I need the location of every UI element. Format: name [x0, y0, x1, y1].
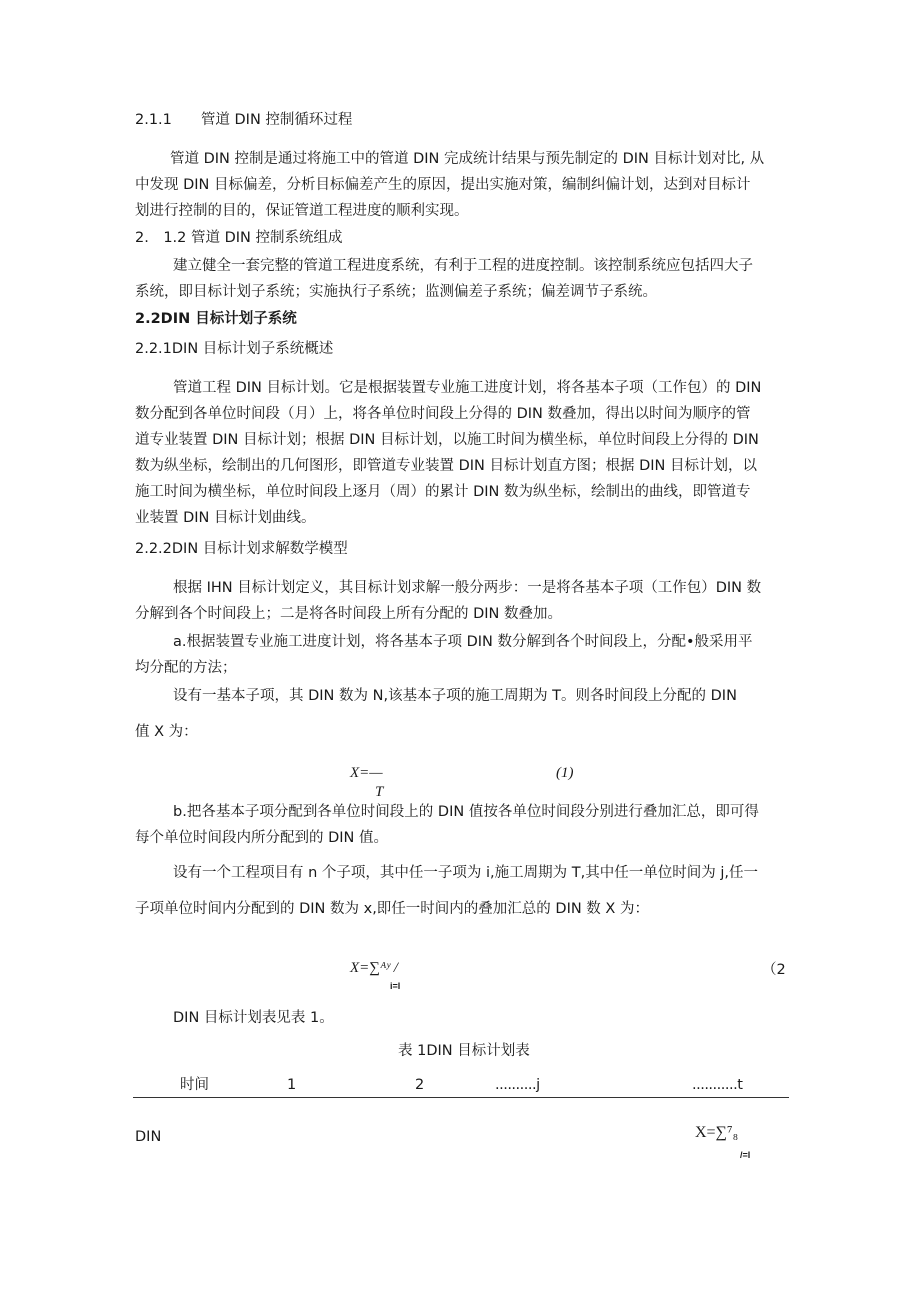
table-row-label: DIN — [135, 1129, 162, 1145]
paragraph-line: 业装置 DIN 目标计划曲线。 — [135, 510, 316, 526]
table-caption: 表 1DIN 目标计划表 — [398, 1043, 530, 1059]
equation-1-denominator: T — [375, 784, 384, 800]
paragraph-line: 值 X 为： — [135, 724, 198, 740]
table-header-cell: 2 — [415, 1077, 425, 1093]
section-heading-2-2: 2.2DIN 目标计划子系统 — [135, 311, 297, 327]
paragraph-line: 分解到各个时间段上；二是将各时间段上所有分配的 DIN 数叠加。 — [135, 606, 563, 622]
paragraph-line: 管道工程 DIN 目标计划。它是根据装置专业施工进度计划，将各基本子项（工作包）的 DIN — [173, 380, 762, 396]
paragraph-line: 中发现 DIN 目标偏差，分析目标偏差产生的原因，提出实施对策，编制纠偏计划，达到对目标计 — [135, 177, 751, 193]
equation-2-subscript: i=l — [390, 981, 401, 991]
paragraph-line: 管道 DIN 控制是通过将施工中的管道 DIN 完成统计结果与预先制定的 DIN 目标计划对比, 从 — [170, 151, 765, 167]
paragraph-line: 数为纵坐标，绘制出的几何图形，即管道专业装置 DIN 目标计划直方图；根据 DIN 目标计划，以 — [135, 458, 758, 474]
table-header-cell: 时间 — [180, 1077, 209, 1093]
table-sum-subscript: /=l — [740, 1150, 751, 1160]
paragraph-line: 施工时间为横坐标，单位时间段上逐月（周）的累计 DIN 数为纵坐标，绘制出的曲线，即管道专 — [135, 484, 751, 500]
paragraph-line: 根据 IHN 目标计划定义，其目标计划求解一般分两步：一是将各基本子项（工作包）DIN 数 — [173, 580, 762, 596]
equation-1-number: (1) — [556, 765, 574, 781]
paragraph-line: 建立健全一套完整的管道工程进度系统，有利于工程的进度控制。该控制系统应包括四大子 — [173, 258, 753, 274]
paragraph-line: 均分配的方法； — [135, 660, 237, 676]
paragraph-line: 道专业装置 DIN 目标计划；根据 DIN 目标计划，以施工时间为横坐标，单位时间段上分得的 DIN — [135, 432, 759, 448]
table-header-cell: ...........t — [692, 1077, 743, 1093]
equation-2-main: X=∑ᴬʸ / — [350, 960, 398, 976]
paragraph-line: 设有一基本子项，其 DIN 数为 N,该基本子项的施工周期为 T。则各时间段上分配的 DIN — [173, 688, 737, 704]
section-heading-2-1-2: 2. 1.2 管道 DIN 控制系统组成 — [135, 230, 343, 246]
table-rule — [133, 1097, 789, 1098]
paragraph-line: 子项单位时间内分配到的 DIN 数为 x,即任一时间内的叠加汇总的 DIN 数 X 为： — [135, 901, 649, 917]
paragraph-line: 设有一个工程项目有 n 个子项，其中任一子项为 i,施工周期为 T,其中任一单位时间为 j,任一 — [173, 865, 758, 881]
paragraph-line: 系统，即目标计划子系统；实施执行子系统；监测偏差子系统；偏差调节子系统。 — [135, 284, 657, 300]
section-heading-2-2-2: 2.2.2DIN 目标计划求解数学模型 — [135, 541, 348, 557]
paragraph-line: 每个单位时间段内所分配到的 DIN 值。 — [135, 830, 389, 846]
table-sum-formula: X=∑⁷₈ — [695, 1124, 739, 1141]
paragraph-line: b.把各基本子项分配到各单位时间段上的 DIN 值按各单位时间段分别进行叠加汇总，即可得 — [173, 804, 759, 820]
table-header-cell: 1 — [287, 1077, 297, 1093]
paragraph-line: DIN 目标计划表见表 1。 — [173, 1010, 334, 1026]
paragraph-line: 划进行控制的目的，保证管道工程进度的顺利实现。 — [135, 203, 469, 219]
equation-2-number: （2 — [762, 962, 786, 978]
paragraph-line: a.根据装置专业施工进度计划，将各基本子项 DIN 数分解到各个时间段上，分配•般采用平 — [173, 634, 753, 650]
section-heading-2-2-1: 2.2.1DIN 目标计划子系统概述 — [135, 341, 334, 357]
equation-1-lhs: X=— — [350, 765, 383, 781]
paragraph-line: 数分配到各单位时间段（月）上，将各单位时间段上分得的 DIN 数叠加，得出以时间为顺序的管 — [135, 406, 751, 422]
section-heading-2-1-1: 2.1.1 管道 DIN 控制循环过程 — [135, 112, 353, 128]
table-header-cell: ..........j — [495, 1077, 540, 1093]
